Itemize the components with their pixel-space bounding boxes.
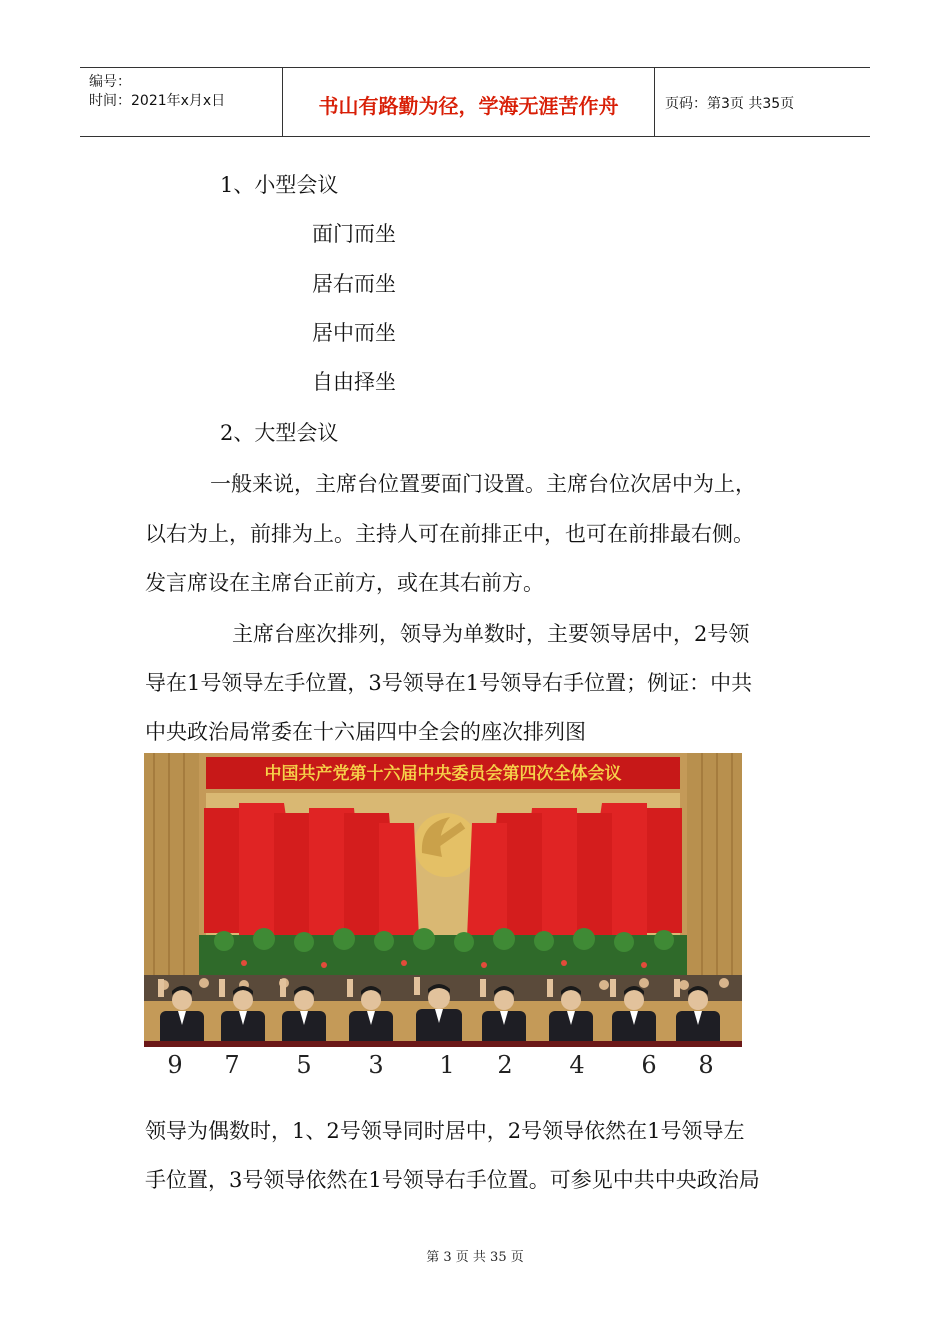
seat-number: 1 [439,1051,455,1078]
list-item: 面门而坐 [312,222,396,246]
section2-title: 2、大型会议 [220,421,339,445]
banner-text: 中国共产党第十六届中央委员会第四次全体会议 [264,764,622,784]
para3-line: 领导为偶数时，1、2号领导同时居中，2号领导依然在1号领导左 [145,1119,745,1143]
header-motto-cell [283,68,655,136]
para1-line: 发言席设在主席台正前方，或在其右前方。 [145,571,544,595]
number-label: 编号： [89,74,131,90]
para1-line: 以右为上，前排为上。主持人可在前排正中，也可在前排最右侧。 [145,522,754,546]
para2-line: 主席台座次排列，领导为单数时，主要领导居中，2号领 [232,622,750,646]
header-meta-cell [80,68,283,136]
motto: 书山有路勤为径，学海无涯苦作舟 [318,94,619,118]
seat-number: 7 [224,1051,240,1078]
emblem-icon [414,813,478,877]
header-page-cell [655,68,870,136]
para1-line: 一般来说，主席台位置要面门设置。主席台位次居中为上， [210,472,756,496]
page-label: 页码：第3页 共35页 [665,96,795,112]
seat-number: 2 [497,1051,513,1078]
seat-number: 5 [296,1051,312,1078]
list-item: 居右而坐 [312,272,396,296]
section1-title: 1、小型会议 [220,173,339,197]
para3-line: 手位置，3号领导依然在1号领导右手位置。可参见中共中央政治局 [145,1168,760,1192]
date-label: 时间：2021年x月x日 [89,93,226,109]
para2-line: 导在1号领导左手位置，3号领导在1号领导右手位置；例证：中共 [145,671,753,695]
seat-number: 8 [698,1051,714,1078]
para2-line: 中央政治局常委在十六届四中全会的座次排列图 [145,720,586,744]
list-item: 居中而坐 [312,321,396,345]
seat-number: 3 [368,1051,384,1078]
seat-number: 6 [641,1051,657,1078]
list-item: 自由择坐 [312,370,396,394]
page-header [80,67,870,137]
page-footer: 第 3 页 共 35 页 [426,1250,524,1265]
meeting-photo [144,753,742,1078]
seat-number: 9 [167,1051,183,1078]
seat-number: 4 [569,1051,585,1078]
leaders-row [158,977,720,1051]
